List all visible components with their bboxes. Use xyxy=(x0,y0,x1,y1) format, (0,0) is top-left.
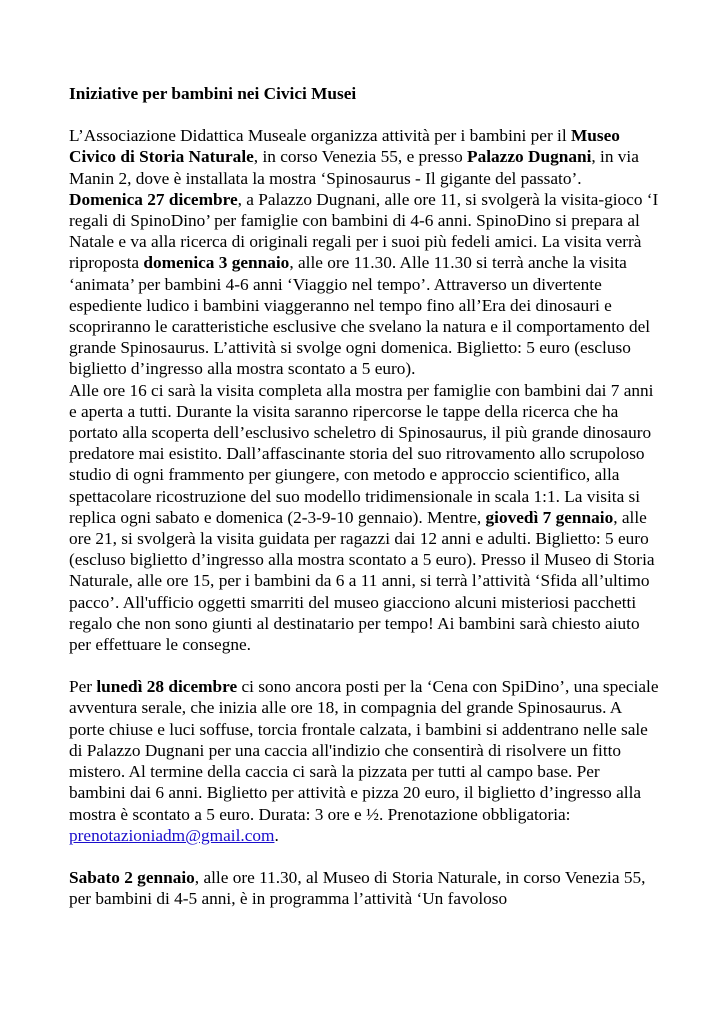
text-segment: , alle ore 21, si svolgerà la visita guidata per ragazzi dai 12 anni e adulti. Biglietto: 5 euro (escluso biglietto d’ingresso alla mostra scontato a 5 euro). Presso il Museo di Storia Naturale, alle ore 15, per i bambini da 6 a 11 anni, si terrà l’attività ‘Sfida all’ultimo pacco’. All'ufficio oggetti smarriti del museo giacciono alcuni misteriosi pacchetti regalo che non sono giunti al destinatario per tempo! Ai bambini sarà chiesto aiuto per effettuare le consegne. xyxy=(69,507,655,655)
bold-domenica-27-dicembre: Domenica 27 dicembre xyxy=(69,189,238,209)
text-segment: , alle ore 11.30. Alle 11.30 si terrà anche la visita ‘animata’ per bambini 4-6 anni ‘Viaggio nel tempo’. Attraverso un divertente espediente ludico i bambini viaggeranno nel tempo fino all’Era dei dinosauri e scopriranno le caratteristiche esclusive che svelano la natura e il comportamento del grande Spinosaurus. L’attività si svolge ogni domenica. Biglietto: 5 euro (escluso biglietto d’ingresso alla mostra scontato a 5 euro). xyxy=(69,253,651,379)
text-segment: ci sono ancora posti per la ‘Cena con SpiDino’, una speciale avventura serale, che inizia alle ore 18, in compagnia del grande Spinosaurus. A porte chiuse e luci soffuse, torcia frontale calzata, i bambini si addentrano nelle sale di Palazzo Dugnani per una caccia all'indizio che consentirà di risolvere un fitto mistero. Al termine della caccia ci sarà la pizzata per tutti al campo base. Per bambini dai 6 anni. Biglietto per attività e pizza 20 euro, il biglietto d’ingresso alla mostra è scontato a 5 euro. Durata: 3 ore e ½. Prenotazione obbligatoria: xyxy=(69,677,659,824)
document-page xyxy=(69,83,659,909)
bold-palazzo-dugnani: Palazzo Dugnani xyxy=(467,147,592,167)
text-segment: , a Palazzo Dugnani, alle ore 11, si svolgerà la visita-gioco ‘I regali di SpinoDino’ per famiglie con bambini di 4-6 anni. SpinoDino si prepara al Natale e va alla ricerca di originali regali per i suoi più fedeli amici. La visita verrà riproposta xyxy=(69,189,659,273)
text-segment: L’Associazione Didattica Museale organizza attività per i bambini per il xyxy=(69,126,571,146)
text-segment: , in corso Venezia 55, e presso xyxy=(253,147,468,167)
bold-lunedi-28-dicembre: lunedì 28 dicembre xyxy=(96,677,238,697)
paragraph-sabato-2 xyxy=(69,867,659,909)
text-segment: , alle ore 11.30, al Museo di Storia Naturale, in corso Venezia 55, per bambini di 4-5 anni, è in programma l’attività ‘Un favoloso xyxy=(69,867,646,909)
text-segment: . xyxy=(274,825,279,845)
bold-domenica-3-gennaio: domenica 3 gennaio xyxy=(143,253,290,273)
document-title: Iniziative per bambini nei Civici Musei xyxy=(69,84,357,103)
paragraph-spacer xyxy=(69,846,659,867)
paragraph-spacer xyxy=(69,655,659,676)
paragraph-domenica-27 xyxy=(69,189,659,380)
paragraph-intro xyxy=(69,125,659,189)
bold-museo-civico: Museo Civico di Storia Naturale xyxy=(69,126,620,167)
text-segment: , in via Manin 2, dove è installata la mostra ‘Spinosaurus - Il gigante del passato’. xyxy=(69,147,639,188)
email-link[interactable]: prenotazioniadm@gmail.com xyxy=(69,825,275,845)
paragraph-lunedi-28 xyxy=(69,676,659,846)
paragraph-ore-16 xyxy=(69,380,659,656)
text-segment: Per xyxy=(69,677,97,697)
text-segment: Alle ore 16 ci sarà la visita completa alla mostra per famiglie con bambini dai 7 anni e aperta a tutti. Durante la visita saranno ripercorse le tappe della ricerca che ha portato alla scoperta dell’esclusivo scheletro di Spinosaurus, il più grande dinosauro predatore mai esistito. Dall’affascinante storia del suo ritrovamento allo scrupoloso studio di ogni frammento per giungere, con metodo e approccio scientifico, alla spettacolare ricostruzione del suo modello tridimensionale in scala 1:1. La visita si replica ogni sabato e domenica (2-3-9-10 gennaio). Mentre, xyxy=(69,380,654,527)
bold-sabato-2-gennaio: Sabato 2 gennaio xyxy=(69,867,195,887)
bold-giovedi-7-gennaio: giovedì 7 gennaio xyxy=(485,507,614,527)
